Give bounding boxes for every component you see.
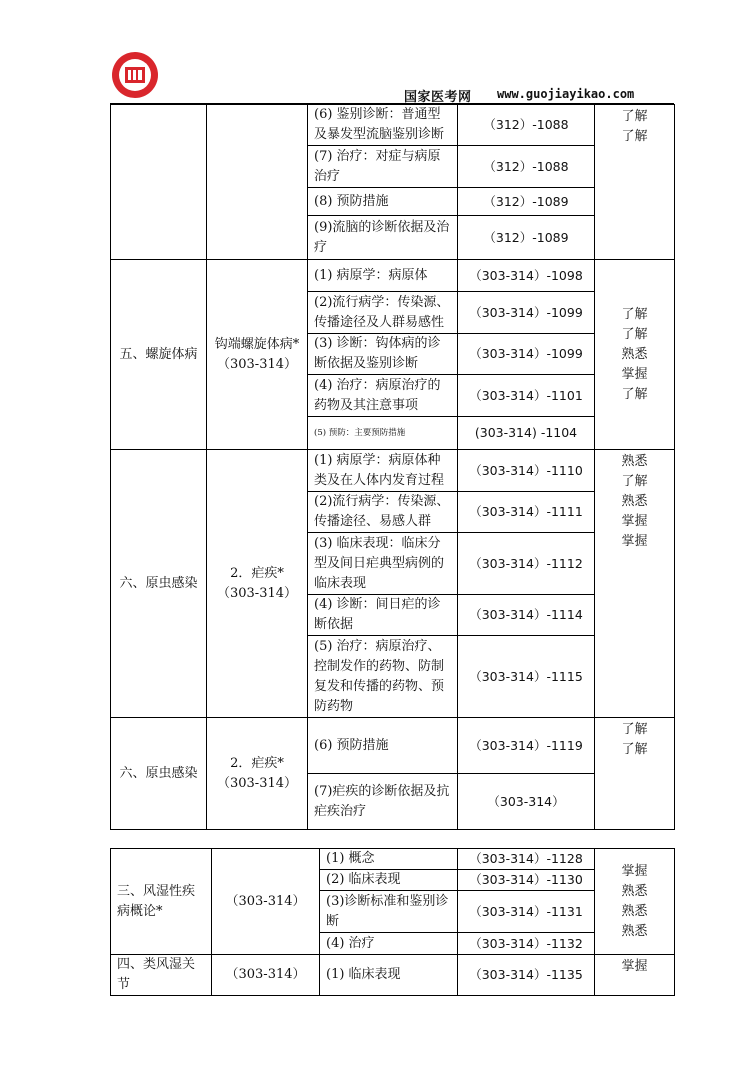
- ref-cell: （312）-1089: [458, 216, 595, 260]
- item-cell: (1) 病原学：病原体种类及在人体内发育过程: [308, 450, 458, 492]
- level-item: 了解: [621, 109, 648, 124]
- ref-cell: （303-314）-1130: [458, 870, 595, 891]
- item-cell: (4) 治疗：病原治疗的药物及其注意事项: [308, 375, 458, 417]
- unit-cell: 四、类风湿关节: [111, 955, 212, 996]
- ref-cell: （303-314）-1111: [458, 492, 595, 533]
- topic-cell: （303-314）: [212, 955, 320, 996]
- item-cell: (7) 治疗：对症与病原治疗: [308, 146, 458, 188]
- unit-cell: 五、螺旋体病: [111, 260, 207, 450]
- unit-cell-empty: [111, 105, 207, 260]
- unit-cell: 六、原虫感染: [111, 718, 207, 830]
- item-cell: (1) 概念: [320, 849, 458, 870]
- level-item: 熟悉: [621, 903, 648, 919]
- level-cell: 掌握: [595, 955, 675, 996]
- level-item: 熟悉: [621, 883, 648, 899]
- ref-cell: （303-314）-1098: [458, 260, 595, 292]
- item-cell: (6) 预防措施: [308, 718, 458, 774]
- level-item: 了解: [621, 474, 648, 489]
- ref-cell: （303-314）-1110: [458, 450, 595, 492]
- syllabus-table-1: [110, 104, 675, 830]
- red-circle-logo-icon: [110, 50, 160, 100]
- ref-cell: （312）-1089: [458, 188, 595, 216]
- topic-cell-empty: [207, 105, 308, 260]
- level-item: 了解: [621, 306, 648, 322]
- level-item: 了解: [621, 326, 648, 342]
- ref-cell: （312）-1088: [458, 105, 595, 146]
- ref-cell: （303-314）-1112: [458, 533, 595, 595]
- ref-cell: （303-314）-1101: [458, 375, 595, 417]
- item-cell: (2) 临床表现: [320, 870, 458, 891]
- level-item: 熟悉: [621, 346, 648, 362]
- item-cell: (9)流脑的诊断依据及治疗: [308, 216, 458, 260]
- level-cell: [595, 718, 675, 830]
- item-cell: (2)流行病学：传染源、传播途径及人群易感性: [308, 292, 458, 334]
- ref-cell: （303-314）: [458, 774, 595, 830]
- item-cell: (4) 诊断：间日疟的诊断依据: [308, 595, 458, 636]
- level-item: 了解: [621, 722, 648, 737]
- ref-cell: （303-314）-1135: [458, 955, 595, 996]
- item-cell: (4) 治疗: [320, 933, 458, 955]
- level-item: 了解: [621, 386, 648, 402]
- level-item: 掌握: [621, 534, 648, 549]
- topic-cell: 钩端螺旋体病*（303-314）: [207, 260, 308, 450]
- site-url[interactable]: www.guojiayikao.com: [497, 87, 635, 101]
- item-cell: (1) 病原学：病原体: [308, 260, 458, 292]
- level-cell: [595, 450, 675, 718]
- ref-cell: （303-314）-1119: [458, 718, 595, 774]
- level-item: 了解: [621, 742, 648, 757]
- item-cell: (3) 诊断：钩体病的诊断依据及鉴别诊断: [308, 334, 458, 375]
- syllabus-table-2: [110, 848, 675, 996]
- level-cell: [595, 105, 675, 260]
- level-item: 了解: [621, 129, 648, 144]
- level-item: 熟悉: [621, 494, 648, 509]
- unit-cell: 三、风湿性疾病概论*: [111, 849, 212, 955]
- ref-cell: （303-314）-1099: [458, 292, 595, 334]
- ref-cell: （303-314）-1099: [458, 334, 595, 375]
- item-cell: (3)诊断标准和鉴别诊断: [320, 891, 458, 933]
- ref-cell: （303-314）-1128: [458, 849, 595, 870]
- level-item: 熟悉: [621, 923, 648, 939]
- site-name: 国家医考网: [404, 90, 472, 105]
- level-cell: [595, 849, 675, 955]
- item-cell: (3) 临床表现：临床分型及间日疟典型病例的临床表现: [308, 533, 458, 595]
- ref-cell: （303-314）-1131: [458, 891, 595, 933]
- unit-cell: 六、原虫感染: [111, 450, 207, 718]
- ref-cell: （312）-1088: [458, 146, 595, 188]
- level-item: 熟悉: [621, 454, 648, 469]
- level-item: 掌握: [621, 514, 648, 529]
- item-cell: (5) 治疗：病原治疗、控制发作的药物、防制复发和传播的药物、预防药物: [308, 636, 458, 718]
- level-item: 掌握: [621, 366, 648, 382]
- item-cell: (7)疟疾的诊断依据及抗疟疾治疗: [308, 774, 458, 830]
- item-cell: (1) 临床表现: [320, 955, 458, 996]
- item-cell: (8) 预防措施: [308, 188, 458, 216]
- level-cell: [595, 260, 675, 450]
- ref-cell: (303-314) -1104: [458, 417, 595, 450]
- ref-cell: （303-314）-1132: [458, 933, 595, 955]
- item-cell: (2)流行病学：传染源、传播途径、易感人群: [308, 492, 458, 533]
- ref-cell: （303-314）-1115: [458, 636, 595, 718]
- topic-cell: 2．疟疾*（303-314）: [207, 718, 308, 830]
- topic-cell: （303-314）: [212, 849, 320, 955]
- item-cell: (5) 预防：主要预防措施: [308, 417, 458, 450]
- item-cell: (6) 鉴别诊断：普通型及暴发型流脑鉴别诊断: [308, 105, 458, 146]
- ref-cell: （303-314）-1114: [458, 595, 595, 636]
- topic-cell: 2．疟疾*（303-314）: [207, 450, 308, 718]
- level-item: 掌握: [621, 863, 648, 879]
